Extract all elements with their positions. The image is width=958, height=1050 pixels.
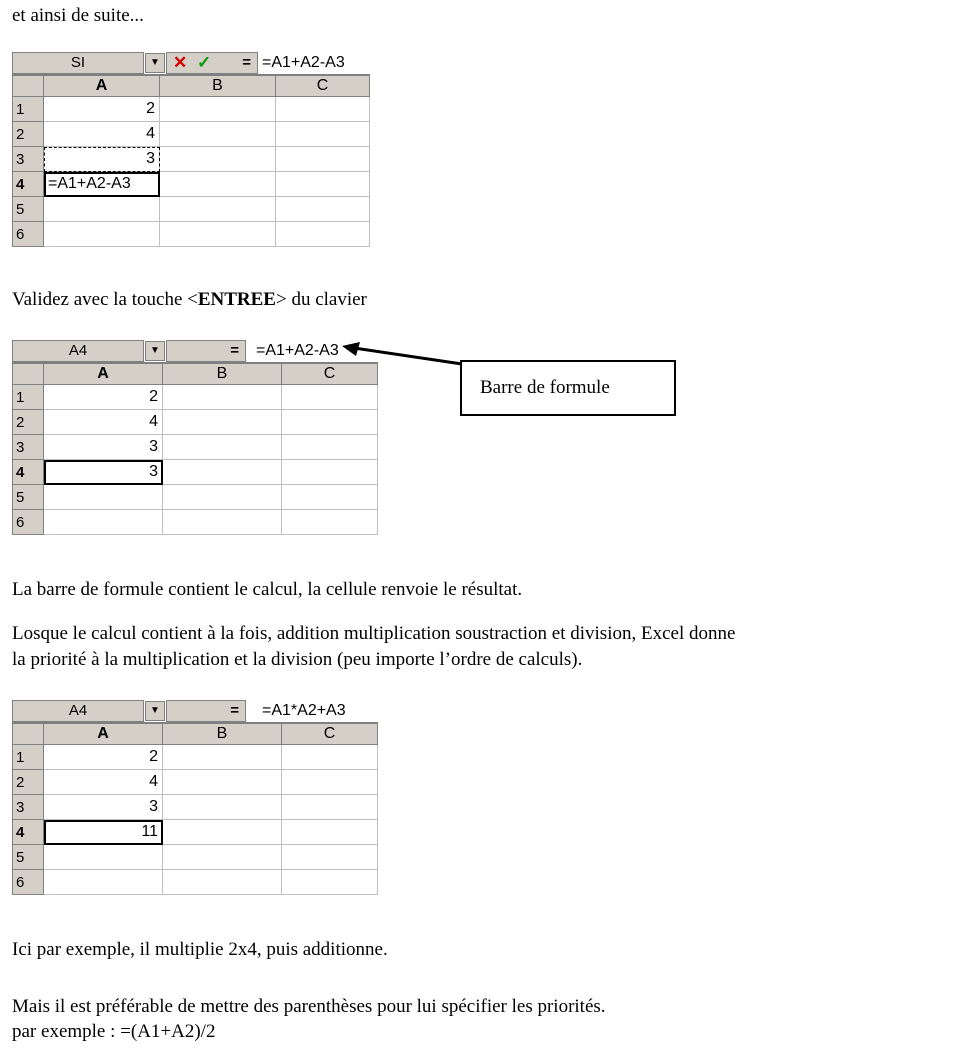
column-header-a[interactable]: A	[44, 364, 163, 385]
row-header[interactable]: 2	[13, 410, 44, 435]
row-header[interactable]: 2	[13, 770, 44, 795]
row-header[interactable]: 1	[13, 97, 44, 122]
row-header[interactable]: 3	[13, 435, 44, 460]
cell[interactable]	[282, 770, 378, 795]
cell[interactable]	[276, 197, 370, 222]
cell[interactable]	[276, 172, 370, 197]
row-header[interactable]: 5	[13, 197, 44, 222]
cell[interactable]	[282, 870, 378, 895]
corner-header[interactable]	[13, 724, 44, 745]
cell[interactable]	[160, 147, 276, 172]
formula-text[interactable]: =A1+A2-A3	[256, 342, 339, 359]
cell[interactable]	[282, 410, 378, 435]
row-header[interactable]: 1	[13, 745, 44, 770]
cell[interactable]	[276, 97, 370, 122]
cell[interactable]	[160, 97, 276, 122]
column-header-b[interactable]: B	[163, 724, 282, 745]
row-header[interactable]: 3	[13, 795, 44, 820]
cell-a1[interactable]: 2	[44, 385, 163, 410]
column-header-c[interactable]: C	[282, 724, 378, 745]
name-box-dropdown-icon[interactable]: ▼	[145, 53, 165, 73]
spreadsheet-result	[12, 340, 378, 535]
paragraph-priority-line2: la priorité à la multiplication et la division (peu importe l’ordre de calculs).	[12, 649, 583, 670]
cell[interactable]	[282, 485, 378, 510]
row-header[interactable]: 1	[13, 385, 44, 410]
cell[interactable]	[282, 510, 378, 535]
cell-a4[interactable]: 3	[44, 460, 163, 485]
cell[interactable]	[282, 385, 378, 410]
name-box-dropdown-icon[interactable]: ▼	[145, 341, 165, 361]
cell[interactable]	[163, 410, 282, 435]
confirm-icon[interactable]: ✓	[197, 53, 212, 72]
cell[interactable]	[160, 172, 276, 197]
cell-a5[interactable]	[44, 197, 160, 222]
column-header-a[interactable]: A	[44, 724, 163, 745]
cell[interactable]	[276, 147, 370, 172]
cell[interactable]	[276, 122, 370, 147]
cell-a6[interactable]	[44, 870, 163, 895]
paragraph-example: Ici par exemple, il multiplie 2x4, puis additionne.	[12, 939, 388, 960]
formula-buttons	[166, 52, 258, 74]
cell[interactable]	[163, 845, 282, 870]
formula-bar	[12, 700, 378, 723]
corner-header[interactable]	[13, 76, 44, 97]
cell[interactable]	[160, 122, 276, 147]
key-name: ENTREE	[197, 289, 276, 310]
formula-bar	[12, 340, 378, 363]
formula-text[interactable]: =A1+A2-A3	[262, 54, 345, 71]
cell-a3[interactable]: 3	[44, 795, 163, 820]
column-header-b[interactable]: B	[160, 76, 276, 97]
cell[interactable]	[163, 485, 282, 510]
name-box[interactable]: SI	[12, 52, 144, 74]
column-header-c[interactable]: C	[282, 364, 378, 385]
cell[interactable]	[282, 435, 378, 460]
cell-a1[interactable]: 2	[44, 97, 160, 122]
cell-a3[interactable]: 3	[44, 147, 160, 172]
cell[interactable]	[163, 435, 282, 460]
row-header[interactable]: 4	[13, 172, 44, 197]
column-header-c[interactable]: C	[276, 76, 370, 97]
paragraph-validate	[12, 288, 367, 312]
cell-a3[interactable]: 3	[44, 435, 163, 460]
spreadsheet-priority	[12, 700, 378, 895]
spreadsheet-editing	[12, 52, 370, 247]
column-header-b[interactable]: B	[163, 364, 282, 385]
paragraph-parentheses-line2: par exemple : =(A1+A2)/2	[12, 1021, 216, 1042]
cell-a5[interactable]	[44, 485, 163, 510]
cell[interactable]	[163, 745, 282, 770]
cell[interactable]	[160, 197, 276, 222]
corner-header[interactable]	[13, 364, 44, 385]
paragraph-parentheses-line1: Mais il est préférable de mettre des parenthèses pour lui spécifier les priorités.	[12, 996, 606, 1017]
row-header[interactable]: 4	[13, 460, 44, 485]
row-header[interactable]: 6	[13, 870, 44, 895]
cancel-icon[interactable]: ✕	[173, 53, 188, 72]
text: > du clavier	[275, 289, 367, 310]
cell-a2[interactable]: 4	[44, 770, 163, 795]
callout-formula-bar: Barre de formule	[460, 360, 676, 416]
cell[interactable]	[163, 770, 282, 795]
equals-button[interactable]: =	[230, 702, 239, 719]
column-header-a[interactable]: A	[44, 76, 160, 97]
name-box[interactable]: A4	[12, 700, 144, 722]
cell-a2[interactable]: 4	[44, 122, 160, 147]
row-header[interactable]: 3	[13, 147, 44, 172]
cell-a2[interactable]: 4	[44, 410, 163, 435]
cell-a6[interactable]	[44, 510, 163, 535]
cell-a4[interactable]: 11	[44, 820, 163, 845]
cell-grid	[12, 723, 378, 895]
cell[interactable]	[163, 460, 282, 485]
name-box[interactable]: A4	[12, 340, 144, 362]
row-header[interactable]: 5	[13, 485, 44, 510]
paragraph-priority-line1: Losque le calcul contient à la fois, addition multiplication soustraction et division, Excel donne	[12, 623, 736, 644]
row-header[interactable]: 6	[13, 510, 44, 535]
name-box-dropdown-icon[interactable]: ▼	[145, 701, 165, 721]
formula-bar	[12, 52, 370, 75]
cell-a6[interactable]	[44, 222, 160, 247]
row-header[interactable]: 2	[13, 122, 44, 147]
row-header[interactable]: 5	[13, 845, 44, 870]
cell[interactable]	[282, 745, 378, 770]
row-header[interactable]: 4	[13, 820, 44, 845]
text: Validez avec la touche <	[12, 289, 198, 310]
equals-button[interactable]: =	[230, 342, 239, 359]
callout-arrow-icon	[340, 342, 464, 366]
cell-a1[interactable]: 2	[44, 745, 163, 770]
cell[interactable]	[282, 795, 378, 820]
cell-a5[interactable]	[44, 845, 163, 870]
equals-button[interactable]: =	[242, 54, 251, 71]
cell[interactable]	[276, 222, 370, 247]
formula-buttons	[166, 340, 246, 362]
cell[interactable]	[163, 510, 282, 535]
cell[interactable]	[163, 385, 282, 410]
paragraph-intro: et ainsi de suite...	[12, 5, 144, 26]
cell[interactable]	[160, 222, 276, 247]
cell-a4[interactable]: =A1+A2-A3	[44, 172, 160, 197]
cell[interactable]	[163, 820, 282, 845]
row-header[interactable]: 6	[13, 222, 44, 247]
cell[interactable]	[282, 820, 378, 845]
cell[interactable]	[282, 845, 378, 870]
cell-grid	[12, 363, 378, 535]
formula-text[interactable]: =A1*A2+A3	[262, 702, 346, 719]
cell[interactable]	[163, 870, 282, 895]
cell-grid	[12, 75, 370, 247]
cell[interactable]	[163, 795, 282, 820]
formula-buttons	[166, 700, 246, 722]
paragraph-formula-bar: La barre de formule contient le calcul, la cellule renvoie le résultat.	[12, 579, 523, 600]
cell[interactable]	[282, 460, 378, 485]
